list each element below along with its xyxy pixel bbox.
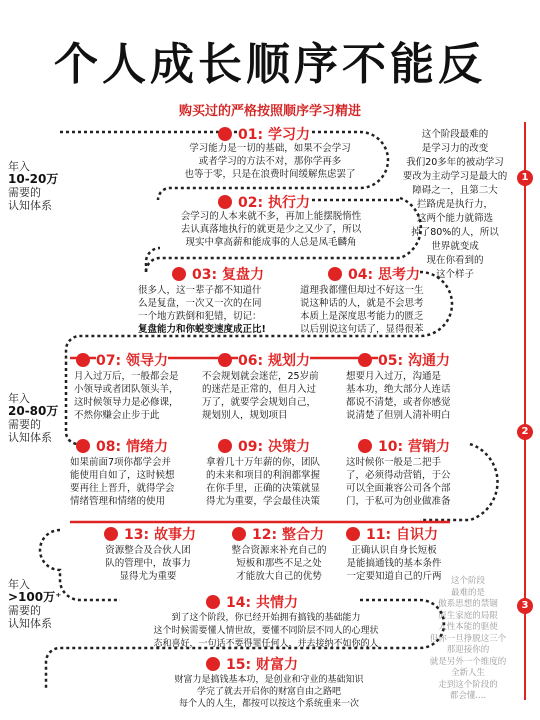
section-12-text: 整合资源来补充自己的 短板和那些不足之处 才能放大自己的优势 (231, 545, 327, 582)
section-10-title: 10: 营销力 (358, 436, 450, 456)
phase-badge-3: 3 (517, 598, 533, 614)
section-11-text: 正确认识自身长短板 是能搞通钱的基本条件 一定要知道自己的斤两 (346, 545, 442, 582)
section-07-dot (76, 353, 90, 367)
phase-badge-1: 1 (517, 170, 533, 186)
section-08-dot (76, 439, 90, 453)
section-05-text: 想要月入过万，沟通是 基本功，绝大部分人连话 都说不清楚，或者你感觉 说清楚了但别人清补明白 (346, 371, 451, 421)
stage-3-label: 年入 >100万⁺ 需要的 认知体系 (8, 578, 62, 630)
section-11-dot (346, 527, 360, 541)
section-06-text: 不会规划就会迷茫，25岁前 的迷茫是正常的，但月入过 万了，就要学会规划自己， 规划别人，规划项目 (202, 371, 319, 421)
phase-badge-2: 2 (517, 424, 533, 440)
phase-1-note: 这个阶段最难的 是学习力的改变 我们20多年的被动学习 要改为主动学习是最大的 障碍之一，且第二大 拦路虎是执行力， 这两个能力就筛选 掉了80%的人，所以 世界就变成 现在你看到的 这个样子 (402, 129, 508, 280)
section-09-dot (218, 439, 232, 453)
section-13-text: 资源整合及合伙人团 队的管理中，故事力 显得尤为重要 (105, 545, 191, 582)
section-09-title: 09: 决策力 (218, 436, 310, 456)
section-04-dot (328, 267, 342, 281)
section-07-title: 07: 领导力 (76, 350, 168, 370)
section-15-title: 15: 财富力 (206, 654, 298, 674)
page-title: 个人成长顺序不能反 (54, 39, 486, 90)
section-10-text: 这时候你一般是二把手 了，必须得动营销，于公 可以全面兼容公司各个部 门，于私可为创业做准备 (346, 457, 451, 507)
section-01-text: 学习能力是一切的基础，如果不会学习 或者学习的方法不对，那你学再多 也等于零，只是在浪费时间缓解焦虑罢了 (184, 143, 356, 180)
section-08-title: 08: 情绪力 (76, 436, 168, 456)
section-15-text: 财富力是搞钱基本功，是创业和守业的基础知识 学完了就去开启你的财富自由之路吧 每个人的人生，都按可以按这个系统重来一次 (174, 675, 364, 709)
page-subtitle: 购买过的严格按照顺序学习精进 (178, 104, 361, 119)
section-15-dot (206, 657, 220, 671)
section-03-title: 03: 复盘力 (172, 264, 264, 284)
section-02-dot (218, 195, 232, 209)
section-09-text: 拿着几十万年薪的你，团队 的未来和项目的利润都掌握 在你手里，正确的决策就显 得尤为重要，学会最佳决策 (206, 457, 321, 507)
section-02-title: 02: 执行力 (218, 192, 310, 212)
section-07-text: 月入过万后，一般都会是 小领导或者团队领头羊， 这时候领导力是必修课， 不然你赚会止步于此 (74, 371, 179, 421)
section-05-dot (358, 353, 372, 367)
section-03-dot (172, 267, 186, 281)
section-12-dot (232, 527, 246, 541)
section-04-title: 04: 思考力 (328, 264, 420, 284)
section-06-title: 06: 规划力 (218, 350, 310, 370)
section-03-text: 很多人，这一辈子都不知道什 么是复盘，一次又一次的在同 一个地方跌倒和犯错，切记： 复盘能力和你蜕变速度成正比! (138, 285, 266, 335)
section-02-text: 会学习的人本来就不多，再加上能摆脱惰性 去认真落地执行的就更是少之又少了，所以 现实中拿高薪和能成事的人总是凤毛麟角 (180, 211, 362, 248)
section-01-dot (218, 127, 232, 141)
section-14-text: 到了这个阶段，你已经开始拥有搞钱的基础能力 这个时候需要懂人情世故，要懂不同阶层不同人的心理状 态和喜好，一句话不要得罪任何人，并去接纳不如你的人 (153, 613, 379, 649)
section-14-dot (206, 595, 220, 609)
stage-2-label: 年入 20-80万 需要的 认知体系 (8, 392, 59, 444)
phase-3-note: 这个阶段 最难的是 傲系思想的禁锢 原生家庭的局限 人性本能的驱使 但你一旦挣脱这三个 那迎接你的 就是另外一个维度的 全新人生 走到这个阶段的 都会懂.... (429, 576, 507, 701)
section-01-title: 01: 学习力 (218, 124, 310, 144)
section-12-title: 12: 整合力 (232, 524, 324, 544)
section-13-title: 13: 故事力 (104, 524, 196, 544)
section-06-dot (218, 353, 232, 367)
section-13-dot (104, 527, 118, 541)
section-05-title: 05: 沟通力 (358, 350, 450, 370)
section-11-title: 11: 自识力 (346, 524, 438, 544)
section-10-dot (358, 439, 372, 453)
stage-1-label: 年入 10-20万 需要的 认知体系 (8, 160, 59, 212)
section-14-title: 14: 共情力 (206, 592, 298, 612)
section-08-text: 如果前面7项你都学会并 能使用自如了，这时候想 要再往上晋升，就得学会 情绪管理和情绪的使用 (70, 457, 175, 507)
section-04-text: 道理我都懂但却过不好这一生 说这种话的人，就是不会思考 本质上是深度思考能力的匮乏 以后别说这句话了，显得很苯 (300, 285, 424, 335)
